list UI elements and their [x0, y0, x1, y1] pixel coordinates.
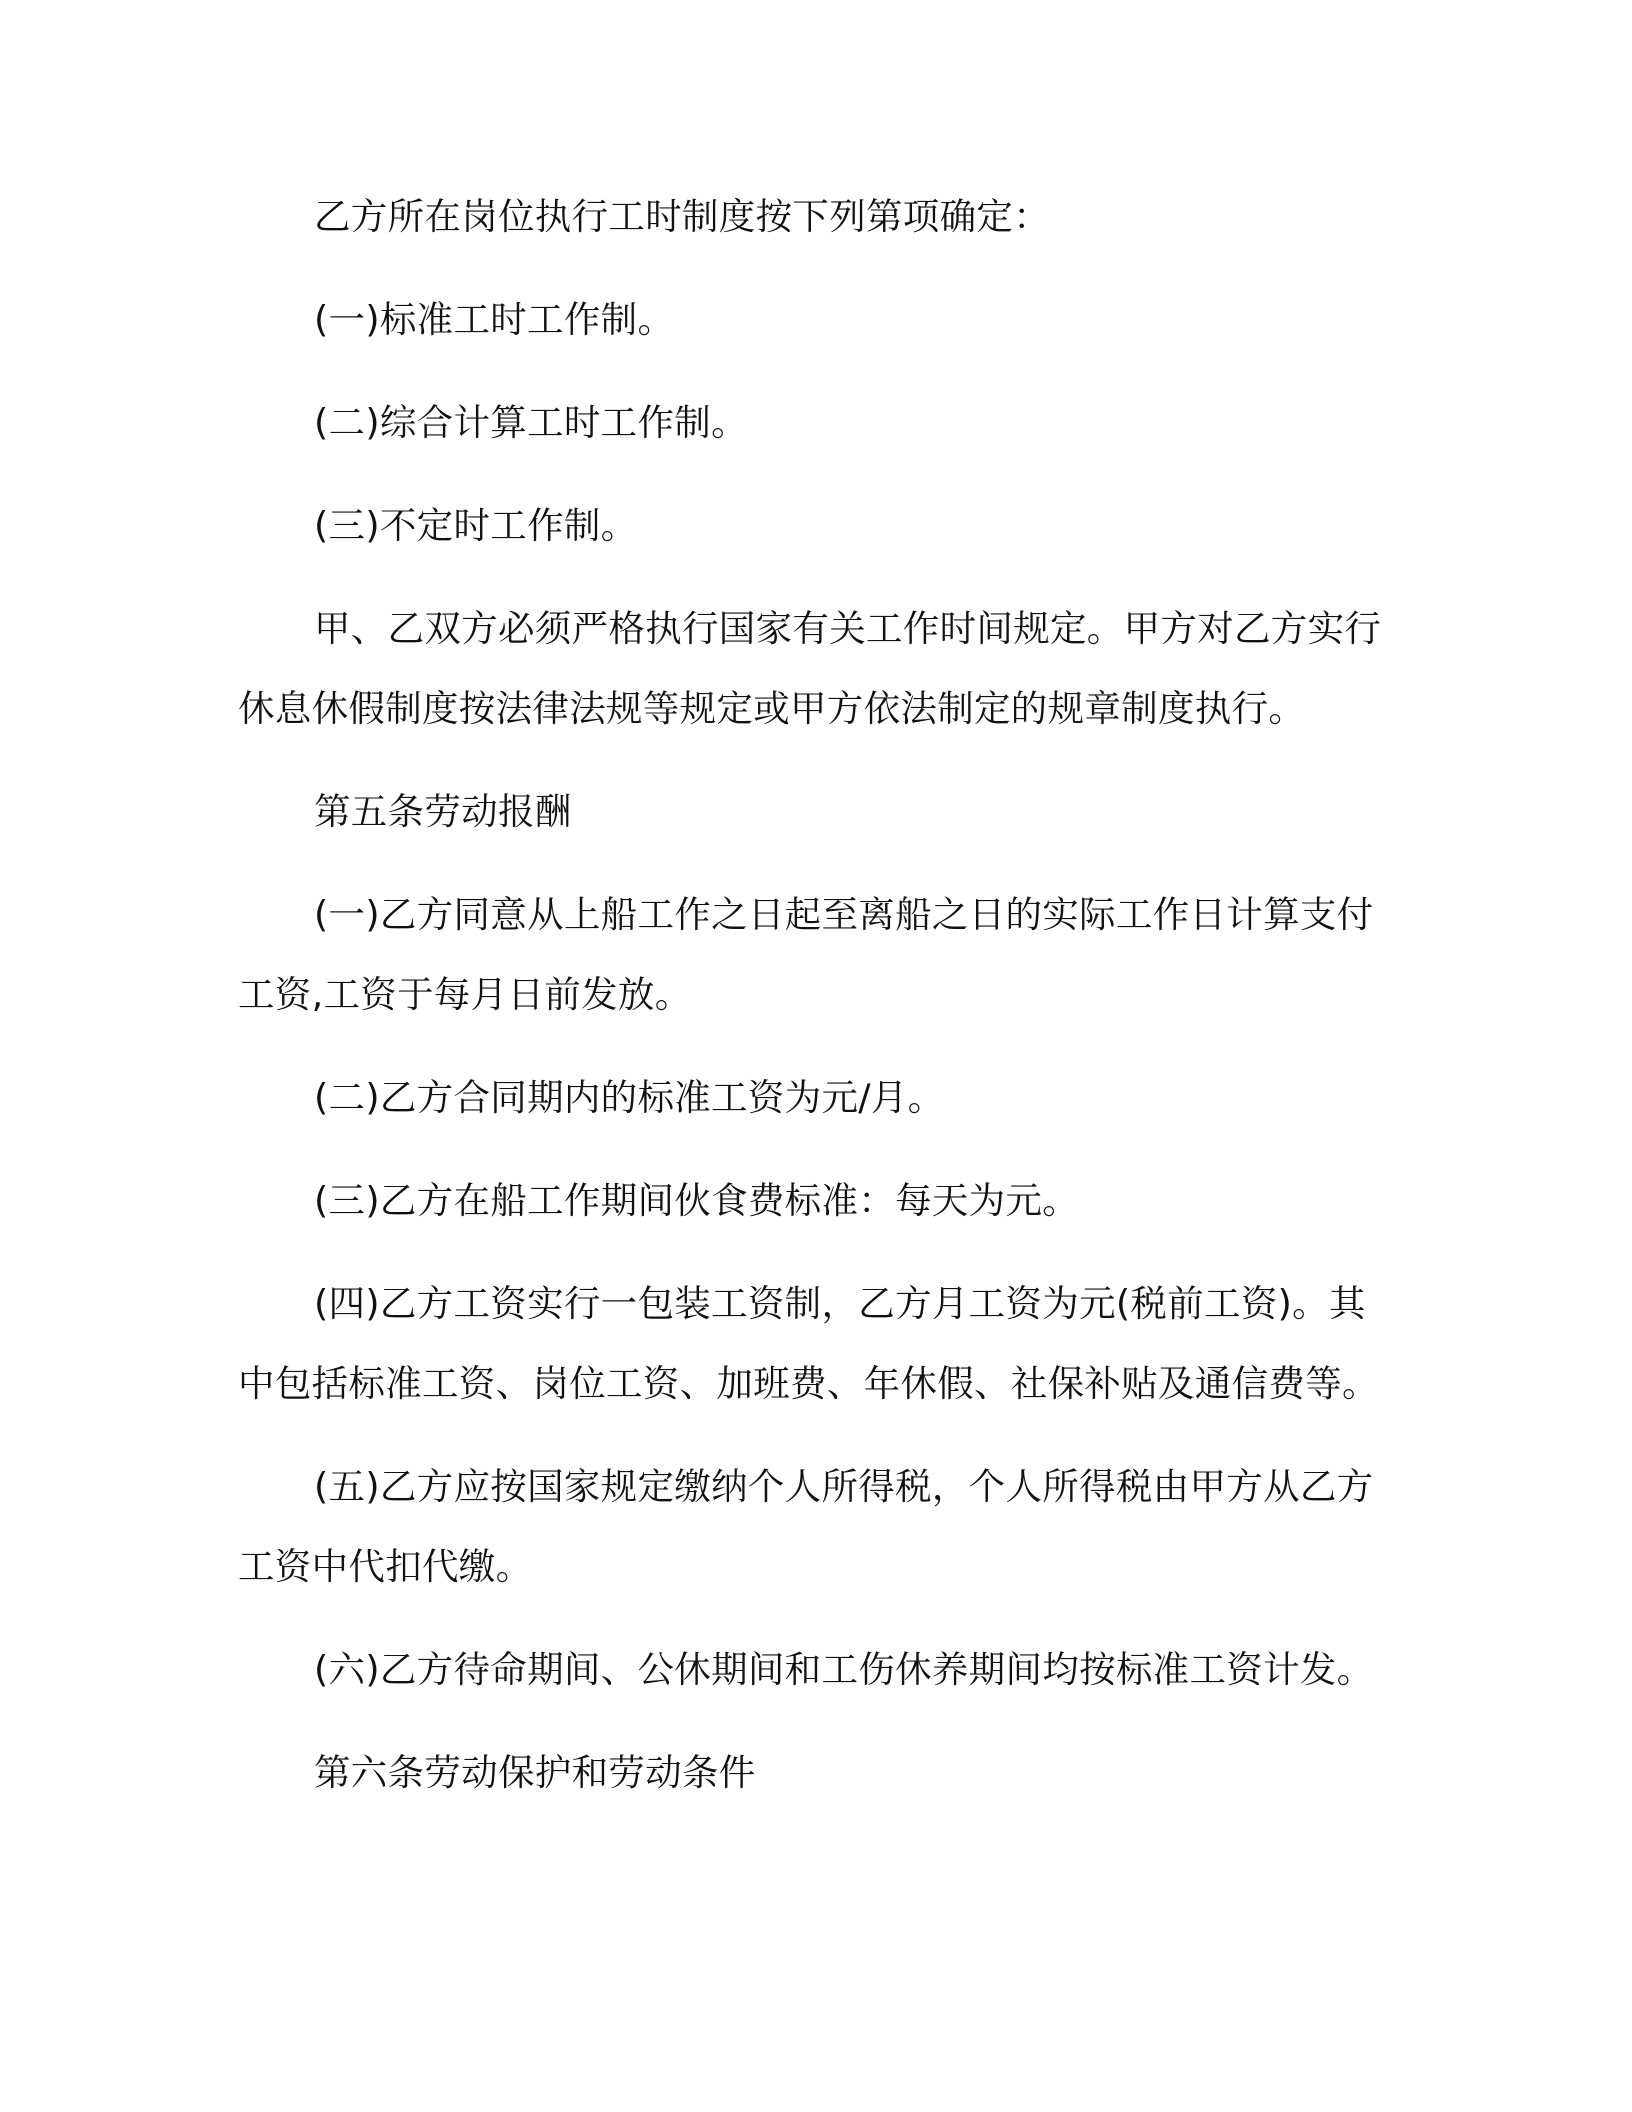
paragraph-working-time-rules: 甲、乙双方必须严格执行国家有关工作时间规定。甲方对乙方实行休息休假制度按法律法规等规定或甲方依法制定的规章制度执行。 [238, 607, 1382, 730]
heading-article-5: 第五条劳动报酬 [314, 790, 572, 833]
paragraph-flexible-hours: (三)不定时工作制。 [314, 504, 638, 547]
paragraph-standard-wage: (二)乙方合同期内的标准工资为元/月。 [314, 1076, 945, 1119]
heading-article-6: 第六条劳动保护和劳动条件 [314, 1751, 756, 1794]
paragraph-pay-calculation: (一)乙方同意从上船工作之日起至离船之日的实际工作日计算支付工资,工资于每月日前发放。 [238, 893, 1374, 1016]
paragraph-standby-pay: (六)乙方待命期间、公休期间和工伤休养期间均按标准工资计发。 [314, 1648, 1374, 1691]
paragraph-meal-allowance: (三)乙方在船工作期间伙食费标准：每天为元。 [314, 1179, 1080, 1222]
paragraph-work-hours-intro: 乙方所在岗位执行工时制度按下列第项确定： [314, 195, 1050, 238]
paragraph-comprehensive-hours: (二)综合计算工时工作制。 [314, 401, 748, 444]
paragraph-standard-hours: (一)标准工时工作制。 [314, 298, 675, 341]
paragraph-income-tax: (五)乙方应按国家规定缴纳个人所得税，个人所得税由甲方从乙方工资中代扣代缴。 [238, 1465, 1374, 1588]
paragraph-package-wage: (四)乙方工资实行一包装工资制，乙方月工资为元(税前工资)。其中包括标准工资、岗位工资、加班费、年休假、社保补贴及通信费等。 [238, 1282, 1379, 1405]
